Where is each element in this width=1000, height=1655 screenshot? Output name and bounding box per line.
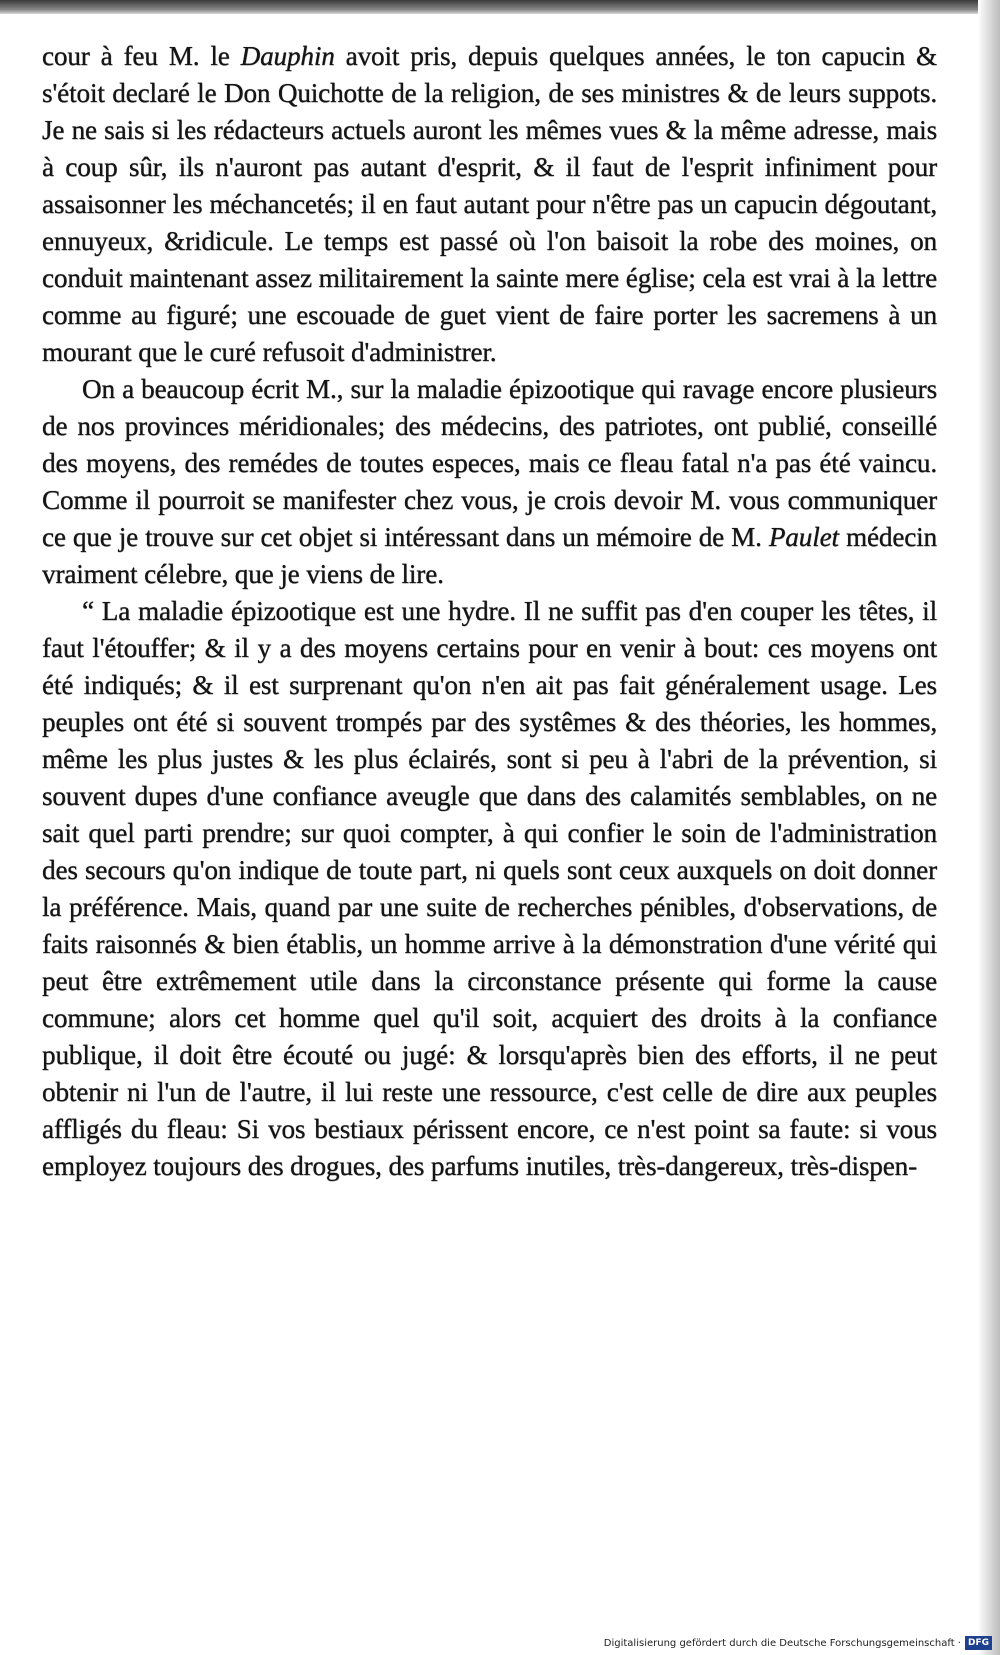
paragraph-2-part-1: On a beaucoup écrit M., sur la maladie épizootique qui ravage encore plusieurs de nos provinces méridionales; des médecins, des patriotes, ont publié, conseillé des moyens, des remédes de toutes especes, mais ce fleau fatal n'a pas été vaincu. Comme il pourroit se manifester chez vous, je crois devoir M. vous communiquer ce que je trouve sur cet objet si intéressant dans un mémoire de M. [42,374,937,552]
page-text [42,38,937,1185]
dfg-logo-icon: DFG [965,1636,992,1650]
paragraph-2 [42,371,937,593]
paragraph-1-part-3: avoit pris, depuis quelques années, le ton capucin & s'étoit declaré le Don Quichotte de la religion, de ses ministres & de leurs suppots. Je ne sais si les rédacteurs actuels auront les mêmes vues & la même adresse, mais à coup sûr, ils n'auront pas autant d'esprit, & il faut de l'esprit infiniment pour assaisonner les méchancetés; il en faut autant pour n'être pas un capucin dégoutant, ennuyeux, &ridicule. Le temps est passé où l'on baisoit la robe des moines, on conduit maintenant assez militairement la sainte mere église; cela est vrai à la lettre comme au figuré; une escouade de guet vient de faire porter les sacremens à un mourant que le curé refusoit d'administrer. [42,41,937,367]
scan-top-edge [0,0,1000,14]
paragraph-2-italic-name: Paulet [768,522,839,552]
paragraph-2-part-3: médecin vraiment célebre, que je viens de lire. [42,522,937,589]
paragraph-3 [42,593,937,1185]
scan-right-edge [978,0,1000,1655]
paragraph-1-part-1: cour à feu M. le [42,41,241,71]
paragraph-3-part-1: “ La maladie épizootique est une hydre. Il ne suffit pas d'en couper les têtes, il faut l'étouffer; & il y a des moyens certains pour en venir à bout: ces moyens ont été indiqués; & il est surprenant qu'on n'en ait pas fait généralement usage. Les peuples ont été si souvent trompés par des systêmes & des théories, les hommes, même les plus justes & les plus éclairés, sont si peu à l'abri de la prévention, si souvent dupes d'une confiance aveugle que dans des calamités semblables, on ne sait quel parti prendre; sur quoi compter, à qui confier le soin de l'administration des secours qu'on indique de toute part, ni quels sont ceux auxquels on doit donner la préférence. Mais, quand par une suite de recherches pénibles, d'observations, de faits raisonnés & bien établis, un homme arrive à la démonstration d'une vérité qui peut être extrêmement utile dans la circonstance présente qui forme la cause commune; alors cet homme quel qu'il soit, acquiert des droits à la confiance publique, il doit être écouté ou jugé: & lorsqu'après bien des efforts, il ne peut obtenir ni l'un de l'autre, il lui reste une ressource, c'est celle de dire aux peuples affligés du fleau: Si vos bestiaux périssent encore, ce n'est point sa faute: si vous employez toujours des drogues, des parfums inutiles, très-dangereux, très-dispen- [42,596,937,1181]
footer-credit-text: Digitalisierung gefördert durch die Deutsche Forschungsgemeinschaft · [603,1637,961,1649]
digitization-footer [604,1635,992,1651]
paragraph-1 [42,38,937,371]
paragraph-1-italic-name: Dauphin [240,41,335,71]
